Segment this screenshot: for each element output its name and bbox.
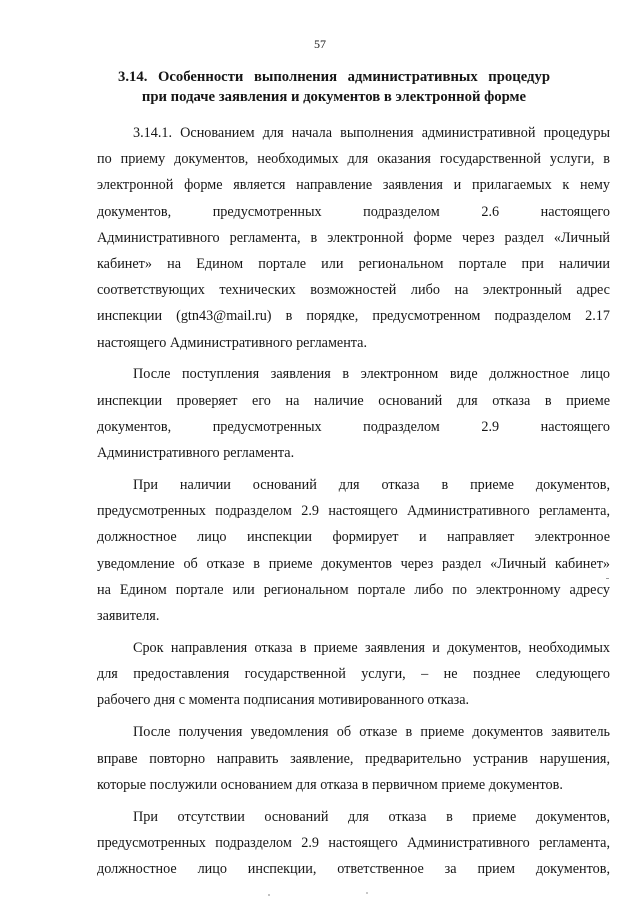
- document-body: [97, 120, 610, 882]
- text-line: предусмотренных подразделом 2.9 настоящего Административного регламента,: [97, 503, 610, 520]
- text-line: После получения уведомления об отказе в приеме документов заявитель: [133, 724, 610, 741]
- scan-artifact: [366, 892, 368, 894]
- paragraph: [97, 804, 610, 883]
- text-line: При наличии оснований для отказа в приеме документов,: [133, 477, 610, 494]
- page-number: 57: [314, 37, 326, 51]
- paragraph: [97, 472, 610, 629]
- text-line: предусмотренных подразделом 2.9 настоящего Административного регламента,: [97, 834, 610, 851]
- text-line: 3.14.1. Основанием для начала выполнения административной процедуры: [133, 125, 610, 141]
- text-line: рабочего дня с момента подписания мотивированного отказа.: [97, 692, 470, 709]
- scan-artifact: [606, 578, 609, 579]
- text-line: документов, предусмотренных подразделом 2.9 настоящего: [97, 418, 610, 435]
- text-line: заявителя.: [97, 607, 160, 624]
- text-line: При отсутствии оснований для отказа в приеме документов,: [133, 808, 610, 825]
- scan-artifact: [268, 894, 270, 896]
- paragraph: [97, 635, 610, 714]
- text-line: должностное лицо инспекции формирует и направляет электронное: [97, 529, 610, 546]
- section-heading: [118, 67, 550, 107]
- paragraph: [97, 120, 610, 356]
- text-line: вправе повторно направить заявление, предварительно устранив нарушения,: [97, 750, 610, 767]
- text-line: уведомление об отказе в приеме документов через раздел «Личный кабинет»: [97, 555, 610, 572]
- text-line: настоящего Административного регламента.: [97, 334, 368, 351]
- paragraph: [97, 361, 610, 466]
- text-line: соответствующих технических возможностей либо на электронный адрес: [97, 282, 610, 299]
- text-line: для предоставления государственной услуги, – не позднее следующего: [97, 666, 610, 683]
- text-line: Административного регламента, в электронной форме через раздел «Личный: [97, 229, 610, 246]
- text-line: Административного регламента.: [97, 445, 295, 462]
- paragraph: [97, 719, 610, 798]
- text-line: документов, предусмотренных подразделом 2.6 настоящего: [97, 203, 610, 220]
- text-line: которые послужили основанием для отказа в первичном приеме документов.: [97, 776, 563, 793]
- section-heading-line-2: при подаче заявления и документов в электронной форме: [141, 89, 527, 105]
- text-line: по приему документов, необходимых для оказания государственной услуги, в: [97, 151, 610, 168]
- text-line: Срок направления отказа в приеме заявления и документов, необходимых: [133, 639, 610, 656]
- section-heading-line-1: 3.14. Особенности выполнения административных процедур: [118, 69, 550, 85]
- text-line: электронной форме является направление заявления и прилагаемых к нему: [97, 177, 610, 194]
- text-line: на Едином портале или региональном портале либо по электронному адресу: [97, 581, 610, 598]
- text-line: После поступления заявления в электронном виде должностное лицо: [133, 366, 610, 383]
- text-line: кабинет» на Едином портале или региональном портале при наличии: [97, 255, 610, 272]
- text-line: инспекции (gtn43@mail.ru) в порядке, предусмотренном подразделом 2.17: [97, 308, 610, 325]
- text-line: должностное лицо инспекции, ответственное за прием документов,: [97, 861, 610, 878]
- text-line: инспекции проверяет его на наличие оснований для отказа в приеме: [97, 392, 610, 409]
